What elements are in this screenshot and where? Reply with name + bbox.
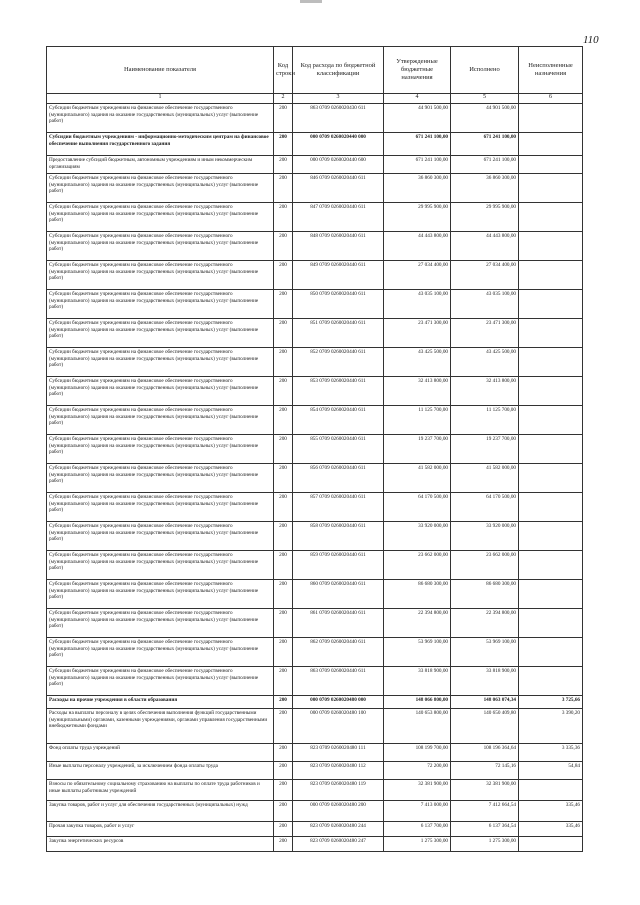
table-row (47, 696, 583, 709)
row-unexecuted: 3 335,36 (519, 744, 583, 762)
row-name: Субсидии бюджетным учреждениям на финансовое обеспечение государственного (муниципального) задания на оказание государственных (муниципальных) услуг (выполнение работ) (47, 203, 274, 232)
row-code: 200 (274, 406, 293, 435)
row-approved: 140 653 800,00 (384, 709, 451, 744)
row-code: 200 (274, 174, 293, 203)
budget-execution-table (46, 46, 583, 852)
row-executed: 32 413 800,00 (451, 377, 519, 406)
header-kbk: Код расхода по бюджетной классификации (293, 47, 384, 94)
row-name: Субсидии бюджетным учреждениям на финансовое обеспечение государственного (муниципального) задания на оказание государственных (муниципальных) услуг (выполнение работ) (47, 377, 274, 406)
header-name: Наименование показателя (47, 47, 274, 94)
row-code: 200 (274, 837, 293, 852)
row-executed: 33 920 000,00 (451, 522, 519, 551)
row-approved: 36 860 300,00 (384, 174, 451, 203)
row-name: Расходы на выплаты персоналу в целях обеспечения выполнения функций государственными (муниципальными) органами, казенными учреждениями, органами управления государственными внебюджетными фондами (47, 709, 274, 744)
row-kbk: 850 0709 0260020440 611 (293, 290, 384, 319)
row-unexecuted (519, 377, 583, 406)
row-approved: 7 413 000,00 (384, 801, 451, 822)
row-approved: 671 241 100,00 (384, 156, 451, 174)
row-executed: 36 860 300,00 (451, 174, 519, 203)
row-unexecuted: 54,84 (519, 762, 583, 780)
row-name: Прочая закупка товаров, работ и услуг (47, 822, 274, 837)
row-approved: 44 443 800,00 (384, 232, 451, 261)
row-approved: 33 818 900,00 (384, 667, 451, 696)
row-kbk: 848 0709 0260020440 611 (293, 232, 384, 261)
table-row (47, 801, 583, 822)
row-name: Закупка энергетических ресурсов (47, 837, 274, 852)
row-unexecuted (519, 104, 583, 133)
row-executed: 671 241 100,00 (451, 133, 519, 156)
row-code: 200 (274, 762, 293, 780)
row-approved: 6 137 700,00 (384, 822, 451, 837)
row-name: Субсидии бюджетным учреждениям на финансовое обеспечение государственного (муниципального) задания на оказание государственных (муниципальных) услуг (выполнение работ) (47, 319, 274, 348)
row-approved: 72 200,00 (384, 762, 451, 780)
row-unexecuted (519, 667, 583, 696)
row-name: Фонд оплаты труда учреждений (47, 744, 274, 762)
row-approved: 41 582 000,00 (384, 464, 451, 493)
row-unexecuted (519, 493, 583, 522)
row-executed: 33 818 900,00 (451, 667, 519, 696)
row-unexecuted (519, 203, 583, 232)
row-unexecuted: 335,46 (519, 822, 583, 837)
row-executed: 19 237 700,00 (451, 435, 519, 464)
row-code: 200 (274, 780, 293, 801)
row-executed: 1 275 300,00 (451, 837, 519, 852)
row-executed: 43 035 100,00 (451, 290, 519, 319)
row-code: 200 (274, 377, 293, 406)
row-unexecuted (519, 837, 583, 852)
row-approved: 32 413 800,00 (384, 377, 451, 406)
table-row (47, 174, 583, 203)
row-executed: 72 145,16 (451, 762, 519, 780)
table-row (47, 348, 583, 377)
row-name: Субсидии бюджетным учреждениям на финансовое обеспечение государственного (муниципального) задания на оказание государственных (муниципальных) услуг (выполнение работ) (47, 638, 274, 667)
row-code: 200 (274, 709, 293, 744)
row-code: 200 (274, 638, 293, 667)
row-kbk: 823 0709 0260020480 244 (293, 822, 384, 837)
row-code: 200 (274, 156, 293, 174)
row-code: 200 (274, 232, 293, 261)
table-row (47, 377, 583, 406)
row-unexecuted (519, 522, 583, 551)
row-executed: 671 241 100,00 (451, 156, 519, 174)
row-approved: 671 241 100,00 (384, 133, 451, 156)
table-row (47, 709, 583, 744)
row-kbk: 860 0709 0260020440 611 (293, 580, 384, 609)
row-kbk: 846 0709 0260020440 611 (293, 174, 384, 203)
row-kbk: 855 0709 0260020440 611 (293, 435, 384, 464)
row-executed: 7 412 664,54 (451, 801, 519, 822)
row-name: Субсидии бюджетным учреждениям на финансовое обеспечение государственного (муниципального) задания на оказание государственных (муниципальных) услуг (выполнение работ) (47, 261, 274, 290)
row-kbk: 859 0709 0260020440 611 (293, 551, 384, 580)
row-code: 200 (274, 744, 293, 762)
row-code: 200 (274, 667, 293, 696)
row-code: 200 (274, 290, 293, 319)
row-unexecuted (519, 232, 583, 261)
row-approved: 148 066 800,00 (384, 696, 451, 709)
row-code: 200 (274, 696, 293, 709)
row-name: Субсидии бюджетным учреждениям на финансовое обеспечение государственного (муниципального) задания на оказание государственных (муниципальных) услуг (выполнение работ) (47, 406, 274, 435)
row-executed: 23 662 000,00 (451, 551, 519, 580)
row-executed: 44 901 500,00 (451, 104, 519, 133)
row-kbk: 851 0709 0260020440 611 (293, 319, 384, 348)
table-row (47, 822, 583, 837)
row-kbk: 000 0709 0260020440 600 (293, 156, 384, 174)
row-unexecuted: 3 390,20 (519, 709, 583, 744)
row-kbk: 863 0709 0260020430 611 (293, 104, 384, 133)
row-name: Субсидии бюджетным учреждениям на финансовое обеспечение государственного (муниципального) задания на оказание государственных (муниципальных) услуг (выполнение работ) (47, 580, 274, 609)
row-name: Субсидии бюджетным учреждениям на финансовое обеспечение государственного (муниципального) задания на оказание государственных (муниципальных) услуг (выполнение работ) (47, 174, 274, 203)
row-approved: 86 680 300,00 (384, 580, 451, 609)
row-kbk: 861 0709 0260020440 611 (293, 609, 384, 638)
row-code: 200 (274, 580, 293, 609)
row-code: 200 (274, 522, 293, 551)
row-executed: 32 381 900,00 (451, 780, 519, 801)
row-approved: 22 394 800,00 (384, 609, 451, 638)
table-row (47, 837, 583, 852)
row-approved: 53 969 100,00 (384, 638, 451, 667)
row-code: 200 (274, 261, 293, 290)
row-code: 200 (274, 319, 293, 348)
table-row (47, 406, 583, 435)
header-unexecuted: Неисполненные назначения (519, 47, 583, 94)
row-kbk: 862 0709 0260020440 611 (293, 638, 384, 667)
row-name: Субсидии бюджетным учреждениям на финансовое обеспечение государственного (муниципального) задания на оказание государственных (муниципальных) услуг (выполнение работ) (47, 464, 274, 493)
row-unexecuted (519, 580, 583, 609)
table-row (47, 104, 583, 133)
row-executed: 6 137 364,54 (451, 822, 519, 837)
row-kbk: 858 0709 0260020440 611 (293, 522, 384, 551)
table-row (47, 290, 583, 319)
row-kbk: 000 0709 0260020480 000 (293, 696, 384, 709)
row-approved: 43 425 500,00 (384, 348, 451, 377)
row-name: Субсидии бюджетным учреждениям на финансовое обеспечение государственного (муниципального) задания на оказание государственных (муниципальных) услуг (выполнение работ) (47, 348, 274, 377)
row-executed: 41 582 000,00 (451, 464, 519, 493)
row-name: Предоставление субсидий бюджетным, автономным учреждениям и иным некоммерческим организациям (47, 156, 274, 174)
row-unexecuted (519, 609, 583, 638)
row-kbk: 849 0709 0260020440 611 (293, 261, 384, 290)
row-kbk: 852 0709 0260020440 611 (293, 348, 384, 377)
table-row (47, 551, 583, 580)
row-name: Субсидии бюджетным учреждениям на финансовое обеспечение государственного (муниципального) задания на оказание государственных (муниципальных) услуг (выполнение работ) (47, 609, 274, 638)
table-row (47, 638, 583, 667)
row-kbk: 853 0709 0260020440 611 (293, 377, 384, 406)
table-row (47, 493, 583, 522)
table-row (47, 580, 583, 609)
row-executed: 22 394 800,00 (451, 609, 519, 638)
row-kbk: 000 0709 0260020480 200 (293, 801, 384, 822)
row-kbk: 823 0709 0260020480 111 (293, 744, 384, 762)
row-unexecuted: 335,46 (519, 801, 583, 822)
row-code: 200 (274, 493, 293, 522)
row-approved: 108 199 700,00 (384, 744, 451, 762)
row-executed: 27 034 400,00 (451, 261, 519, 290)
row-executed: 43 425 500,00 (451, 348, 519, 377)
table-row (47, 464, 583, 493)
row-executed: 140 650 409,80 (451, 709, 519, 744)
column-number-row (47, 94, 583, 104)
row-executed: 64 170 500,00 (451, 493, 519, 522)
row-code: 200 (274, 133, 293, 156)
row-unexecuted (519, 435, 583, 464)
row-code: 200 (274, 348, 293, 377)
row-code: 200 (274, 203, 293, 232)
row-unexecuted (519, 551, 583, 580)
row-executed: 29 995 900,00 (451, 203, 519, 232)
row-code: 200 (274, 551, 293, 580)
row-name: Закупка товаров, работ и услуг для обеспечения государственных (муниципальных) нужд (47, 801, 274, 822)
row-unexecuted (519, 156, 583, 174)
row-kbk: 000 0709 0260020480 100 (293, 709, 384, 744)
row-kbk: 847 0709 0260020440 611 (293, 203, 384, 232)
row-approved: 29 995 900,00 (384, 203, 451, 232)
table-row (47, 744, 583, 762)
row-kbk: 823 0709 0260020480 112 (293, 762, 384, 780)
scan-mark (300, 0, 322, 3)
row-code: 200 (274, 104, 293, 133)
row-name: Субсидии бюджетным учреждениям на финансовое обеспечение государственного (муниципального) задания на оказание государственных (муниципальных) услуг (выполнение работ) (47, 232, 274, 261)
row-unexecuted (519, 174, 583, 203)
row-executed: 148 063 074,34 (451, 696, 519, 709)
table-row (47, 133, 583, 156)
row-code: 200 (274, 822, 293, 837)
row-approved: 33 920 000,00 (384, 522, 451, 551)
row-approved: 23 471 300,00 (384, 319, 451, 348)
row-executed: 86 680 300,00 (451, 580, 519, 609)
row-approved: 1 275 300,00 (384, 837, 451, 852)
column-number: 1 (47, 94, 274, 104)
row-name: Иные выплаты персоналу учреждений, за исключением фонда оплаты труда (47, 762, 274, 780)
row-name: Субсидии бюджетным учреждениям на финансовое обеспечение государственного (муниципального) задания на оказание государственных (муниципальных) услуг (выполнение работ) (47, 522, 274, 551)
row-approved: 27 034 400,00 (384, 261, 451, 290)
page-number: 110 (583, 34, 599, 46)
row-executed: 44 443 800,00 (451, 232, 519, 261)
row-name: Субсидии бюджетным учреждениям на финансовое обеспечение государственного (муниципального) задания на оказание государственных (муниципальных) услуг (выполнение работ) (47, 290, 274, 319)
row-executed: 23 471 300,00 (451, 319, 519, 348)
row-unexecuted (519, 780, 583, 801)
table-row (47, 780, 583, 801)
row-unexecuted (519, 348, 583, 377)
row-unexecuted (519, 406, 583, 435)
row-code: 200 (274, 801, 293, 822)
header-row (47, 47, 583, 94)
header-executed: Исполнено (451, 47, 519, 94)
table-row (47, 156, 583, 174)
row-unexecuted: 3 725,66 (519, 696, 583, 709)
table-row (47, 435, 583, 464)
header-approved: Утвержденные бюджетные назначения (384, 47, 451, 94)
row-name: Субсидии бюджетным учреждениям - информационно-методическим центрам на финансовое обеспечение выполнения государственного задания (47, 133, 274, 156)
row-kbk: 856 0709 0260020440 611 (293, 464, 384, 493)
column-number: 2 (274, 94, 293, 104)
row-unexecuted (519, 319, 583, 348)
row-kbk: 823 0709 0260020480 247 (293, 837, 384, 852)
row-name: Субсидии бюджетным учреждениям на финансовое обеспечение государственного (муниципального) задания на оказание государственных (муниципальных) услуг (выполнение работ) (47, 493, 274, 522)
table-row (47, 261, 583, 290)
row-kbk: 823 0709 0260020480 119 (293, 780, 384, 801)
row-kbk: 863 0709 0260020440 611 (293, 667, 384, 696)
row-name: Субсидии бюджетным учреждениям на финансовое обеспечение государственного (муниципального) задания на оказание государственных (муниципальных) услуг (выполнение работ) (47, 667, 274, 696)
row-kbk: 857 0709 0260020440 611 (293, 493, 384, 522)
table-row (47, 232, 583, 261)
column-number: 3 (293, 94, 384, 104)
row-kbk: 000 0709 0260020440 000 (293, 133, 384, 156)
row-executed: 11 125 700,00 (451, 406, 519, 435)
row-name: Субсидии бюджетным учреждениям на финансовое обеспечение государственного (муниципального) задания на оказание государственных (муниципальных) услуг (выполнение работ) (47, 551, 274, 580)
row-code: 200 (274, 609, 293, 638)
row-code: 200 (274, 435, 293, 464)
row-unexecuted (519, 133, 583, 156)
row-executed: 53 969 100,00 (451, 638, 519, 667)
column-number: 6 (519, 94, 583, 104)
table-row (47, 762, 583, 780)
row-code: 200 (274, 464, 293, 493)
row-approved: 44 901 500,00 (384, 104, 451, 133)
row-unexecuted (519, 261, 583, 290)
row-unexecuted (519, 464, 583, 493)
row-name: Субсидии бюджетным учреждениям на финансовое обеспечение государственного (муниципального) задания на оказание государственных (муниципальных) услуг (выполнение работ) (47, 104, 274, 133)
table-row (47, 522, 583, 551)
table-row (47, 667, 583, 696)
row-approved: 43 035 100,00 (384, 290, 451, 319)
row-name: Расходы на прочие учреждения в области образования (47, 696, 274, 709)
row-kbk: 854 0709 0260020440 611 (293, 406, 384, 435)
table-row (47, 319, 583, 348)
header-code: Код строки (274, 47, 293, 94)
row-approved: 19 237 700,00 (384, 435, 451, 464)
row-approved: 64 170 500,00 (384, 493, 451, 522)
row-name: Субсидии бюджетным учреждениям на финансовое обеспечение государственного (муниципального) задания на оказание государственных (муниципальных) услуг (выполнение работ) (47, 435, 274, 464)
row-name: Взносы по обязательному социальному страхованию на выплаты по оплате труда работников и иные выплаты работникам учреждений (47, 780, 274, 801)
row-unexecuted (519, 638, 583, 667)
column-number: 5 (451, 94, 519, 104)
table-row (47, 203, 583, 232)
column-number: 4 (384, 94, 451, 104)
row-approved: 32 381 900,00 (384, 780, 451, 801)
row-approved: 11 125 700,00 (384, 406, 451, 435)
row-unexecuted (519, 290, 583, 319)
row-approved: 23 662 000,00 (384, 551, 451, 580)
row-executed: 108 196 364,64 (451, 744, 519, 762)
table-row (47, 609, 583, 638)
